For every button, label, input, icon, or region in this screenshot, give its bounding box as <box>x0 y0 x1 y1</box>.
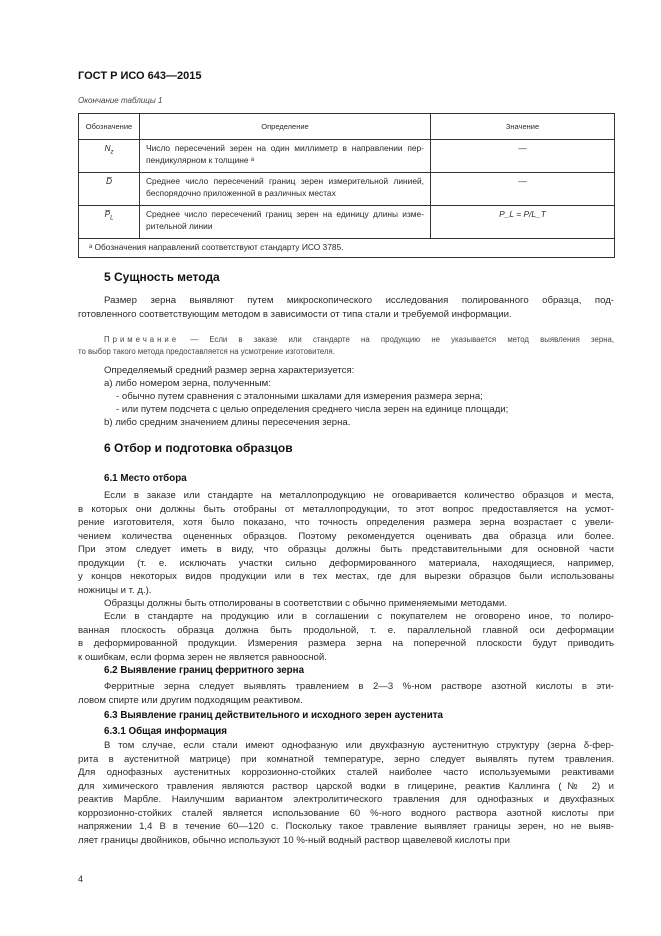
definition-line: пендикулярном к толщине ᵃ <box>146 155 254 165</box>
section-6-3-heading: 6.3 Выявление границ действительного и исходного зерен аустенита <box>104 710 443 721</box>
note-text: — Если в заказе или стандарте на продукцию не указывается метод выявления зерна, <box>190 335 615 344</box>
value-cell: — <box>431 173 615 206</box>
section-6-heading: 6 Отбор и подготовка образцов <box>104 441 293 455</box>
text-line: чением количества оцененных образцов. Поэтому рекомендуется оценивать два образца или более. <box>78 530 614 542</box>
section-6-1-heading: 6.1 Место отбора <box>104 473 187 484</box>
table-footnote: ᵃ Обозначения направлений соответствуют стандарту ИСО 3785. <box>79 239 615 258</box>
definition-line: рительной линии <box>146 221 213 231</box>
paragraph <box>78 680 614 707</box>
list-subitem: - обычно путем сравнения с эталонными шкалами для измерения размера зерна; <box>116 391 483 402</box>
symbol: D̅ <box>105 176 113 186</box>
text-line: в деформированной продукции. Измерения размера зерна на поперечной плоскости будут приводить <box>78 638 614 649</box>
symbol-subscript: z <box>110 149 114 156</box>
symbol-cell <box>79 206 140 239</box>
text-line: реактив Марбле. Наилучшим вариантом электролитического травления для однофазных и двухфазных <box>78 794 614 805</box>
table-footnote-row <box>79 239 615 258</box>
text-line: у концов некоторых видов продукции или в тех местах, где для вырезки образцов были использованы <box>78 571 614 582</box>
text-line: в которых они должны быть отобраны от металлопродукции, то этот вопрос предоставляется на усмот- <box>78 503 614 515</box>
table-row <box>79 173 615 206</box>
list-intro: Определяемый средний размер зерна характеризуется: <box>104 365 355 376</box>
text-line: к ошибкам, если форма зерен не является равноосной. <box>78 651 327 663</box>
table-row <box>79 140 615 173</box>
paragraph <box>78 610 614 664</box>
list-subitem: - или путем подсчета с целью определения среднего числа зерен на единице площади; <box>116 404 509 415</box>
document-header: ГОСТ Р ИСО 643—2015 <box>78 70 202 82</box>
note-line <box>78 334 614 346</box>
definition-line: Среднее число пересечений границ зерен измерительной линией, <box>146 176 424 186</box>
text-line: Если в заказе или стандарте на металлопродукцию не оговаривается количество образцов и места, <box>104 490 614 501</box>
text-line: ловом спирте или другим подходящим реактивом. <box>78 694 303 706</box>
table-caption: Окончание таблицы 1 <box>78 96 163 105</box>
table-header-row <box>79 114 615 140</box>
column-header: Значение <box>431 114 615 140</box>
page-number: 4 <box>78 874 84 884</box>
text-line: готовленного соответствующим методом в зависимости от типа стали и требуемой информации. <box>78 308 512 320</box>
definition-cell <box>140 173 431 206</box>
text-line: напряжении 1,4 В в течение 60—120 с. Поскольку такое травление выявляет границы зерен, но не выяв- <box>78 821 614 832</box>
symbol-subscript: L <box>110 215 114 222</box>
definition-line: Число пересечений зерен на один миллиметр в направлении пер- <box>146 143 424 153</box>
paragraph <box>78 489 614 597</box>
symbols-table <box>78 113 615 258</box>
definition-cell <box>140 140 431 173</box>
section-6-3-1-heading: 6.3.1 Общая информация <box>104 726 228 737</box>
text-line: ванная плоскость образца должна быть продольной, т. е. параллельной главной оси деформации <box>78 624 614 636</box>
symbol-cell <box>79 140 140 173</box>
text-line: ляет границы двойников, обычно используют 10 %-ный водный раствор щавелевой кислоты при <box>78 834 510 846</box>
symbol-cell <box>79 173 140 206</box>
text-line: В том случае, если стали имеют однофазную или двухфазную аустенитную структуру (зерна δ-фер- <box>104 740 614 751</box>
paragraph <box>78 294 614 321</box>
symbol: P̅ <box>104 209 111 219</box>
text-line: Размер зерна выявляют путем микроскопического исследования полированного образца, под- <box>104 295 614 306</box>
text-line: Для однофазных аустенитных коррозионно-стойких сталей наиболее часто используемыми реактивами <box>78 767 614 778</box>
column-header: Определение <box>140 114 431 140</box>
note-line: то выбор такого метода предоставляется на усмотрение изготовителя. <box>78 347 335 356</box>
note <box>78 334 614 358</box>
value-cell: P_L = P/L_T <box>431 206 615 239</box>
text-line: коррозионно-стойких сталей является использование 60 %-ного водного раствора азотной кислоты при <box>78 807 614 819</box>
section-6-2-heading: 6.2 Выявление границ ферритного зерна <box>104 665 305 676</box>
value-cell: — <box>431 140 615 173</box>
text-line: Ферритные зерна следует выявлять травлением в 2—3 %-ном растворе азотной кислоты в эти- <box>104 681 614 692</box>
text-line: Образцы должны быть отполированы в соответствии с обычно применяемыми методами. <box>104 598 507 609</box>
definition-line: беспорядочно приложенной в различных местах <box>146 188 336 198</box>
column-header: Обозначение <box>79 114 140 140</box>
definition-line: Среднее число пересечений границ зерен на единицу длины изме- <box>146 209 424 219</box>
text-line: ножницы и т. д.). <box>78 584 152 596</box>
note-label: Примечание <box>104 335 180 344</box>
text-line: продукции (т. е. исключать участки сильно деформированного материала, находящиеся, например, <box>78 557 614 569</box>
text-line: рение изготовителя, хотя было показано, что точность определения размера зерна возрастает с увели- <box>78 517 614 528</box>
paragraph <box>78 597 614 611</box>
text-line: для химического травления являются раствор царской водки в глицерине, реактив Каллинга (№ 2) и <box>78 780 614 792</box>
text-line: Если в стандарте на продукцию или в соглашении с покупателем не оговорено иное, то полиро- <box>104 611 614 622</box>
symbol: N <box>104 143 111 153</box>
text-line: При этом следует иметь в виду, что образцы должны быть представительными для основной части <box>78 544 614 555</box>
paragraph <box>78 739 614 847</box>
list-item: a) либо номером зерна, полученным: <box>104 378 271 389</box>
characteristics-list <box>104 364 508 429</box>
definition-cell <box>140 206 431 239</box>
list-item: b) либо средним значением длины пересечения зерна. <box>104 417 351 428</box>
table-row <box>79 206 615 239</box>
section-5-heading: 5 Сущность метода <box>104 270 220 284</box>
text-line: рита в аустенитной матрице) при комнатной температуре, зерно следует выявлять путем травления. <box>78 753 614 765</box>
